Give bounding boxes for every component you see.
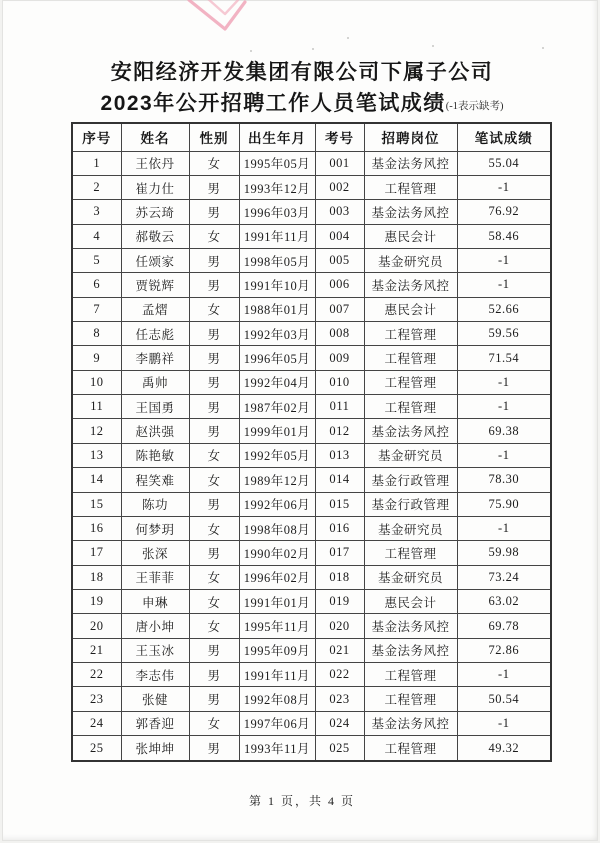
table-cell: 18 [72, 565, 121, 589]
title-note-absent-legend: (-1表示缺考) [445, 101, 504, 112]
table-cell: 3 [72, 200, 121, 224]
table-cell: 郭香迎 [121, 711, 189, 735]
table-row [72, 395, 551, 419]
table-cell: 4 [72, 224, 121, 248]
table-cell: 75.90 [457, 492, 551, 516]
table-cell: 007 [315, 297, 364, 321]
table-cell: -1 [457, 273, 551, 297]
table-row [72, 175, 551, 199]
table-cell: 女 [189, 711, 239, 735]
table-cell: 17 [72, 541, 121, 565]
title-line-2-text: 2023年公开招聘工作人员笔试成绩 [100, 92, 446, 115]
table-cell: 1989年12月 [239, 468, 315, 492]
scan-speck [432, 45, 434, 47]
table-cell: 55.04 [457, 151, 551, 175]
table-cell: 005 [315, 248, 364, 272]
table-cell: 王依丹 [121, 151, 189, 175]
table-cell: 贾锐辉 [121, 273, 189, 297]
table-cell: 20 [72, 614, 121, 638]
table-cell: 1997年06月 [239, 711, 315, 735]
pen-stroke [207, 0, 238, 14]
table-cell: 工程管理 [364, 395, 457, 419]
table-cell: 1998年08月 [239, 516, 315, 540]
table-cell: 1996年03月 [239, 200, 315, 224]
table-cell: 陈功 [121, 492, 189, 516]
table-cell: 基金法务风控 [364, 273, 457, 297]
table-cell: 基金行政管理 [364, 492, 457, 516]
table-cell: -1 [457, 175, 551, 199]
table-row [72, 711, 551, 735]
table-cell: 1988年01月 [239, 297, 315, 321]
table-cell: 男 [189, 736, 239, 761]
table-cell: 女 [189, 468, 239, 492]
table-cell: 15 [72, 492, 121, 516]
table-cell: 1995年09月 [239, 638, 315, 662]
table-row [72, 200, 551, 224]
table-cell: 程笑难 [121, 468, 189, 492]
table-cell: 76.92 [457, 200, 551, 224]
table-row [72, 516, 551, 540]
table-cell: 014 [315, 468, 364, 492]
table-cell: -1 [457, 516, 551, 540]
table-cell: 男 [189, 248, 239, 272]
table-cell: 张健 [121, 687, 189, 711]
table-cell: 8 [72, 322, 121, 346]
table-cell: 工程管理 [364, 175, 457, 199]
table-cell: 006 [315, 273, 364, 297]
table-cell: 50.54 [457, 687, 551, 711]
table-cell: 女 [189, 589, 239, 613]
table-cell: 59.98 [457, 541, 551, 565]
table-cell: 男 [189, 346, 239, 370]
table-cell: 013 [315, 443, 364, 467]
table-row [72, 663, 551, 687]
table-row [72, 273, 551, 297]
table-cell: 张深 [121, 541, 189, 565]
table-cell: 1993年12月 [239, 175, 315, 199]
table-cell: 011 [315, 395, 364, 419]
title-line-2 [2, 89, 600, 122]
table-cell: 崔力仕 [121, 175, 189, 199]
exam-results-table [71, 122, 552, 762]
table-cell: 017 [315, 541, 364, 565]
table-cell: 张坤坤 [121, 736, 189, 761]
table-cell: 男 [189, 322, 239, 346]
table-cell: 工程管理 [364, 541, 457, 565]
table-cell: 女 [189, 443, 239, 467]
column-header: 考号 [315, 123, 364, 151]
table-cell: 李志伟 [121, 663, 189, 687]
table-cell: 1 [72, 151, 121, 175]
scan-speck [312, 48, 314, 50]
table-cell: 基金法务风控 [364, 151, 457, 175]
table-cell: 52.66 [457, 297, 551, 321]
table-row [72, 248, 551, 272]
table-row [72, 687, 551, 711]
table-cell: 惠民会计 [364, 297, 457, 321]
table-cell: 男 [189, 541, 239, 565]
document-title [2, 58, 600, 122]
table-cell: 基金法务风控 [364, 200, 457, 224]
table-cell: 1991年11月 [239, 663, 315, 687]
table-cell: 021 [315, 638, 364, 662]
table-cell: 王玉冰 [121, 638, 189, 662]
table-cell: 禹帅 [121, 370, 189, 394]
table-cell: 14 [72, 468, 121, 492]
table-row [72, 541, 551, 565]
table-cell: 008 [315, 322, 364, 346]
table-cell: 女 [189, 224, 239, 248]
table-cell: 004 [315, 224, 364, 248]
table-cell: 63.02 [457, 589, 551, 613]
table-row [72, 224, 551, 248]
column-header: 性别 [189, 123, 239, 151]
table-cell: 惠民会计 [364, 589, 457, 613]
table-cell: -1 [457, 711, 551, 735]
table-cell: 男 [189, 395, 239, 419]
table-cell: 工程管理 [364, 663, 457, 687]
table-cell: 基金法务风控 [364, 711, 457, 735]
table-cell: 1991年11月 [239, 224, 315, 248]
column-header: 出生年月 [239, 123, 315, 151]
table-cell: 基金法务风控 [364, 614, 457, 638]
table-cell: 69.78 [457, 614, 551, 638]
table-cell: 69.38 [457, 419, 551, 443]
table-cell: 1995年05月 [239, 151, 315, 175]
table-row [72, 736, 551, 761]
table-cell: 1991年01月 [239, 589, 315, 613]
table-cell: 71.54 [457, 346, 551, 370]
table-cell: 男 [189, 419, 239, 443]
table-cell: 男 [189, 370, 239, 394]
table-cell: 工程管理 [364, 346, 457, 370]
table-cell: 22 [72, 663, 121, 687]
table-cell: 何梦玥 [121, 516, 189, 540]
table-cell: 001 [315, 151, 364, 175]
table-cell: 1993年11月 [239, 736, 315, 761]
table-cell: 工程管理 [364, 370, 457, 394]
table-cell: 23 [72, 687, 121, 711]
table-cell: 10 [72, 370, 121, 394]
table-cell: 王菲菲 [121, 565, 189, 589]
table-cell: 基金研究员 [364, 248, 457, 272]
table-cell: 唐小坤 [121, 614, 189, 638]
pen-stroke [189, 0, 245, 29]
table-row [72, 468, 551, 492]
table-cell: 女 [189, 565, 239, 589]
table-row [72, 322, 551, 346]
table-cell: 16 [72, 516, 121, 540]
table-cell: 012 [315, 419, 364, 443]
table-cell: 1990年02月 [239, 541, 315, 565]
table-cell: 1992年05月 [239, 443, 315, 467]
table-cell: 1992年08月 [239, 687, 315, 711]
table-cell: 5 [72, 248, 121, 272]
table-cell: 男 [189, 273, 239, 297]
table-cell: 男 [189, 638, 239, 662]
table-row [72, 443, 551, 467]
table-cell: 男 [189, 663, 239, 687]
table-cell: 59.56 [457, 322, 551, 346]
table-cell: 男 [189, 687, 239, 711]
table-cell: 基金研究员 [364, 516, 457, 540]
table-row [72, 492, 551, 516]
table-row [72, 589, 551, 613]
table-cell: 1995年11月 [239, 614, 315, 638]
scan-speck [250, 50, 252, 52]
table-cell: 002 [315, 175, 364, 199]
table-row [72, 565, 551, 589]
table-cell: 工程管理 [364, 322, 457, 346]
table-cell: -1 [457, 663, 551, 687]
table-cell: 女 [189, 151, 239, 175]
table-cell: 1992年06月 [239, 492, 315, 516]
table-cell: 基金法务风控 [364, 419, 457, 443]
table-cell: 11 [72, 395, 121, 419]
table-cell: 孟熠 [121, 297, 189, 321]
table-row [72, 419, 551, 443]
table-cell: 1991年10月 [239, 273, 315, 297]
column-header: 序号 [72, 123, 121, 151]
table-cell: 015 [315, 492, 364, 516]
column-header: 姓名 [121, 123, 189, 151]
table-cell: 1992年03月 [239, 322, 315, 346]
table-cell: -1 [457, 395, 551, 419]
table-cell: 9 [72, 346, 121, 370]
table-cell: 019 [315, 589, 364, 613]
table-cell: 21 [72, 638, 121, 662]
page-number-footer: 第 1 页，共 4 页 [248, 794, 355, 808]
table-cell: 陈艳敏 [121, 443, 189, 467]
table-cell: 024 [315, 711, 364, 735]
scanned-document-page [2, 0, 598, 841]
table-row [72, 614, 551, 638]
table-cell: 009 [315, 346, 364, 370]
pink-pen-checkmark-icon [183, 0, 247, 36]
table-cell: 6 [72, 273, 121, 297]
table-cell: 工程管理 [364, 736, 457, 761]
table-cell: 018 [315, 565, 364, 589]
table-cell: 13 [72, 443, 121, 467]
table-cell: 女 [189, 297, 239, 321]
table-cell: 2 [72, 175, 121, 199]
table-cell: 7 [72, 297, 121, 321]
scan-speck [347, 37, 349, 39]
table-cell: 任颂家 [121, 248, 189, 272]
table-cell: 020 [315, 614, 364, 638]
column-header: 招聘岗位 [364, 123, 457, 151]
table-cell: 1998年05月 [239, 248, 315, 272]
table-cell: 49.32 [457, 736, 551, 761]
table-row [72, 370, 551, 394]
table-cell: 023 [315, 687, 364, 711]
table-cell: 1999年01月 [239, 419, 315, 443]
table-cell: 025 [315, 736, 364, 761]
table-row [72, 151, 551, 175]
scan-speck [542, 47, 544, 49]
table-cell: 女 [189, 516, 239, 540]
table-cell: 73.24 [457, 565, 551, 589]
table-cell: 李鹏祥 [121, 346, 189, 370]
table-cell: 78.30 [457, 468, 551, 492]
table-cell: 基金法务风控 [364, 638, 457, 662]
table-cell: 赵洪强 [121, 419, 189, 443]
table-cell: 基金研究员 [364, 443, 457, 467]
table-cell: 1987年02月 [239, 395, 315, 419]
table-cell: -1 [457, 370, 551, 394]
table-row [72, 638, 551, 662]
table-cell: 19 [72, 589, 121, 613]
table-cell: 016 [315, 516, 364, 540]
table-cell: 24 [72, 711, 121, 735]
table-row [72, 346, 551, 370]
table-cell: 王国勇 [121, 395, 189, 419]
table-cell: 申琳 [121, 589, 189, 613]
table-cell: 010 [315, 370, 364, 394]
table-cell: 任志彪 [121, 322, 189, 346]
table-cell: 12 [72, 419, 121, 443]
table-header-row [72, 123, 551, 151]
table-cell: 58.46 [457, 224, 551, 248]
table-cell: 女 [189, 614, 239, 638]
table-cell: -1 [457, 248, 551, 272]
table-cell: 25 [72, 736, 121, 761]
table-cell: 男 [189, 492, 239, 516]
table-cell: 1996年05月 [239, 346, 315, 370]
table-cell: -1 [457, 443, 551, 467]
table-cell: 1992年04月 [239, 370, 315, 394]
results-table-body [72, 151, 551, 761]
table-cell: 72.86 [457, 638, 551, 662]
table-cell: 惠民会计 [364, 224, 457, 248]
title-line-1: 安阳经济开发集团有限公司下属子公司 [110, 61, 494, 84]
table-cell: 003 [315, 200, 364, 224]
table-cell: 苏云琦 [121, 200, 189, 224]
table-row [72, 297, 551, 321]
table-cell: 男 [189, 200, 239, 224]
table-cell: 1996年02月 [239, 565, 315, 589]
column-header: 笔试成绩 [457, 123, 551, 151]
table-cell: 基金研究员 [364, 565, 457, 589]
table-cell: 男 [189, 175, 239, 199]
table-cell: 基金行政管理 [364, 468, 457, 492]
table-cell: 郝敬云 [121, 224, 189, 248]
table-cell: 022 [315, 663, 364, 687]
table-cell: 工程管理 [364, 687, 457, 711]
